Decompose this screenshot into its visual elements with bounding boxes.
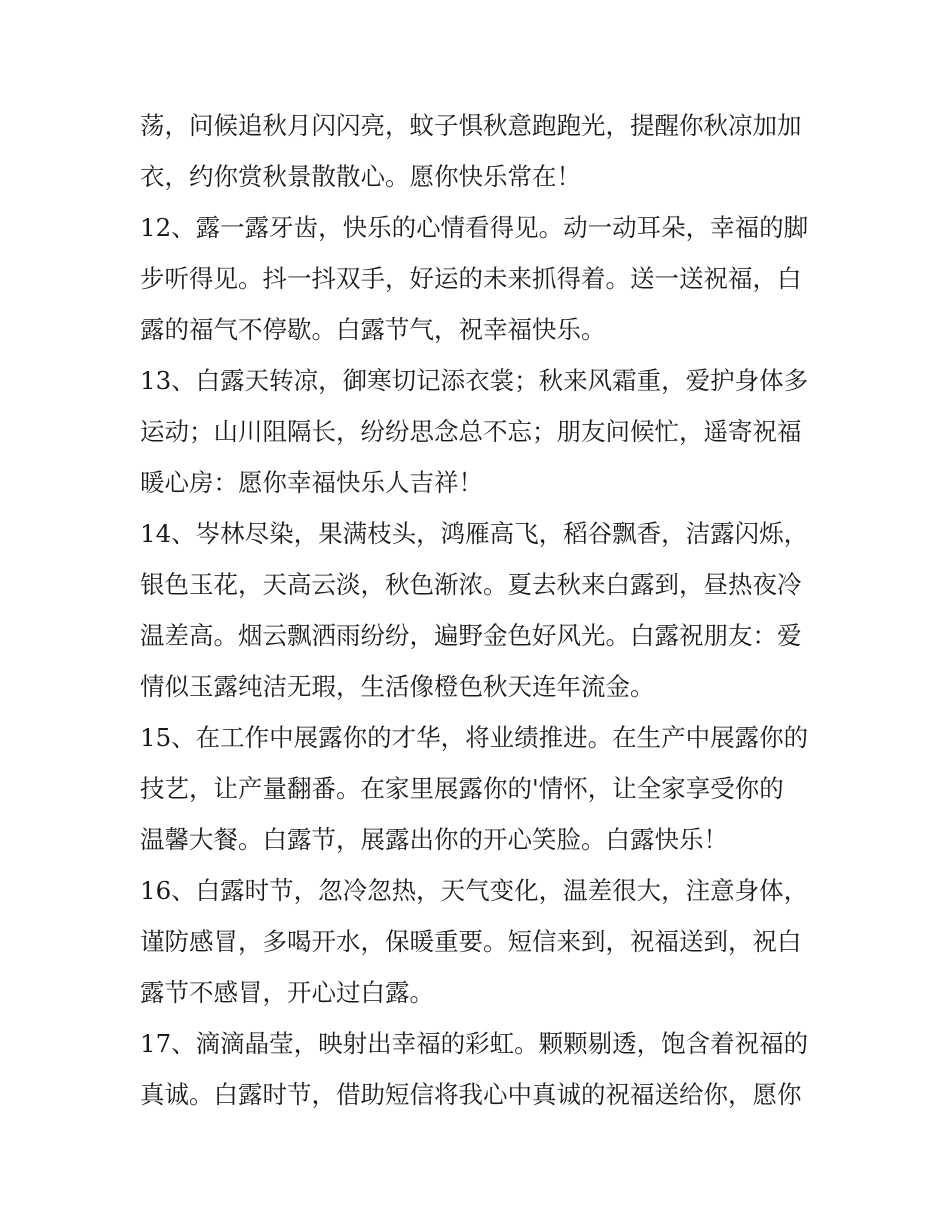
text-line: 技艺，让产量翻番。在家里展露你的'情怀，让全家享受你的 xyxy=(140,774,784,803)
text-line: 真诚。白露时节，借助短信将我心中真诚的祝福送给你，愿你 xyxy=(140,1080,802,1109)
text-line: 12、露一露牙齿，快乐的心情看得见。动一动耳朵，幸福的脚 xyxy=(140,213,809,242)
text-line: 15、在工作中展露你的才华，将业绩推进。在生产中展露你的 xyxy=(140,723,809,752)
text-line: 银色玉花，天高云淡，秋色渐浓。夏去秋来白露到，昼热夜冷 xyxy=(140,570,802,599)
text-line: 步听得见。抖一抖双手，好运的未来抓得着。送一送祝福，白 xyxy=(140,264,802,293)
text-line: 谨防感冒，多喝开水，保暖重要。短信来到，祝福送到，祝白 xyxy=(140,927,802,956)
text-line: 14、岑林尽染，果满枝头，鸿雁高飞，稻谷飘香，洁露闪烁， xyxy=(140,519,809,548)
text-line: 17、滴滴晶莹，映射出幸福的彩虹。颗颗剔透，饱含着祝福的 xyxy=(140,1029,809,1058)
text-line: 13、白露天转凉，御寒切记添衣裳；秋来风霜重，爱护身体多 xyxy=(140,366,809,395)
text-line: 温差高。烟云飘洒雨纷纷，遍野金色好风光。白露祝朋友：爱 xyxy=(140,621,802,650)
text-line: 温馨大餐。白露节，展露出你的开心笑脸。白露快乐！ xyxy=(140,825,728,854)
text-line: 运动；山川阻隔长，纷纷思念总不忘；朋友问候忙，遥寄祝福 xyxy=(140,417,802,446)
text-line: 衣，约你赏秋景散散心。愿你快乐常在！ xyxy=(140,162,581,191)
text-line: 露的福气不停歇。白露节气，祝幸福快乐。 xyxy=(140,315,606,344)
body-text xyxy=(140,100,820,1120)
text-line: 16、白露时节，忽冷忽热，天气变化，温差很大，注意身体， xyxy=(140,876,809,905)
text-line: 暖心房：愿你幸福快乐人吉祥！ xyxy=(140,468,483,497)
text-line: 荡，问候追秋月闪闪亮，蚊子惧秋意跑跑光，提醒你秋凉加加 xyxy=(140,111,802,140)
text-line: 露节不感冒，开心过白露。 xyxy=(140,978,434,1007)
text-line: 情似玉露纯洁无瑕，生活像橙色秋天连年流金。 xyxy=(140,672,655,701)
